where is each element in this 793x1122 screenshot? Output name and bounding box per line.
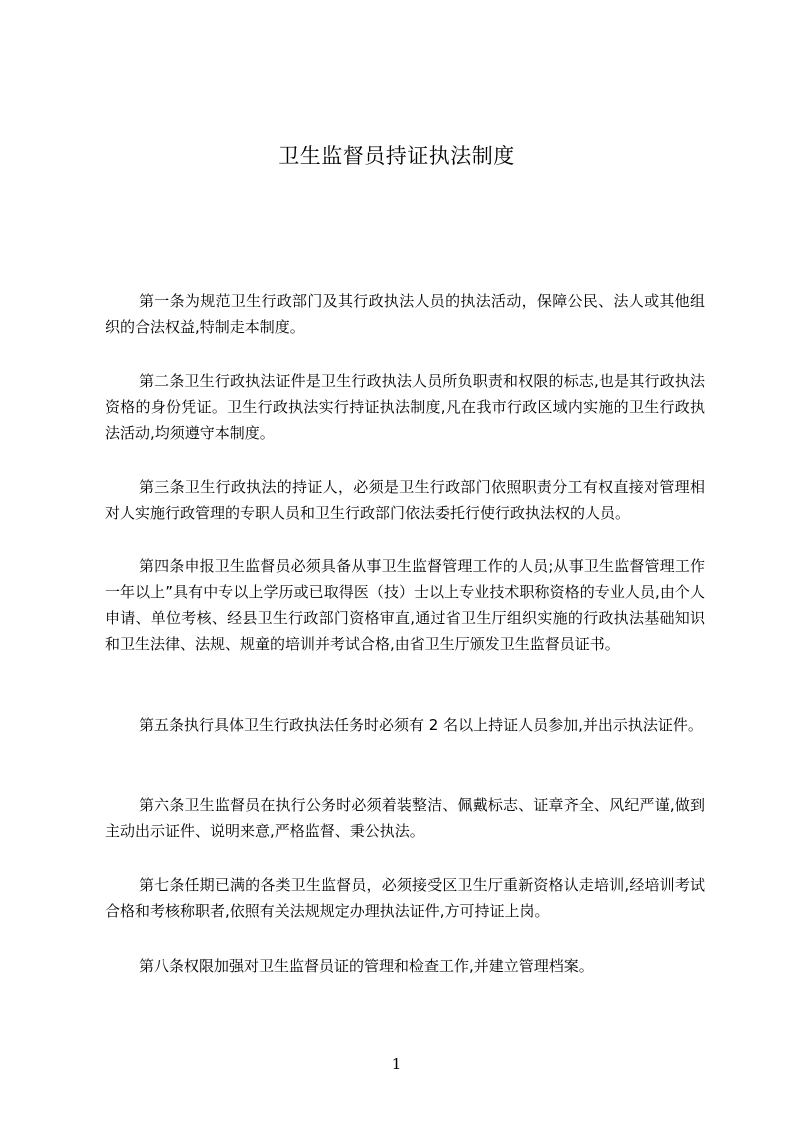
article-4: 第四条申报卫生监督员必须具备从事卫生监督管理工作的人员;从事卫生监督管理工作一年以上”具有中专以上学历或已取得医（技）士以上专业技术职称资格的专业人员,由个人申请、单位考核、经县卫生行政部门资格审直,通过省卫生厅组织实施的行政执法基础知识和卫生法律、法规、规童的培训并考试合格,由省卫生厅颁发卫生监督员证书。: [105, 557, 705, 653]
article-7: 第七条任期已满的各类卫生监督员，必须接受区卫生厅重新资格认走培训,经培训考试合格和考核称职者,依照有关法规规定办理执法证件,方可持证上岗。: [105, 876, 705, 920]
article-8: 第八条权限加强对卫生监督员证的管理和检查工作,并建立管理档案。: [139, 957, 594, 975]
document-title: 卫生监督员持证执法制度: [278, 144, 515, 168]
article-1: 第一条为规范卫生行政部门及其行政执法人员的执法活动，保障公民、法人或其他组织的合法权益,特制走本制度。: [105, 292, 705, 336]
article-6: 第六条卫生监督员在执行公务时必须着装整洁、佩戴标志、证章齐全、风纪严谨,做到主动出示证件、说明来意,严格监督、秉公执法。: [105, 796, 705, 840]
page-number: 1: [391, 1055, 402, 1073]
article-3: 第三条卫生行政执法的持证人，必须是卫生行政部门依照职责分工有权直接对管理相对人实施行政管理的专职人员和卫生行政部门依法委托行使行政执法权的人员。: [105, 478, 705, 522]
article-2: 第二条卫生行政执法证件是卫生行政执法人员所负职责和权限的标志,也是其行政执法资格的身份凭证。卫生行政执法实行持证执法制度,凡在我市行政区域内实施的卫生行政执法活动,均须遵守本制度。: [105, 372, 705, 442]
article-5: 第五条执行具体卫生行政执法任务时必须有 2 名以上持证人员参加,并出示执法证件。: [139, 716, 703, 734]
